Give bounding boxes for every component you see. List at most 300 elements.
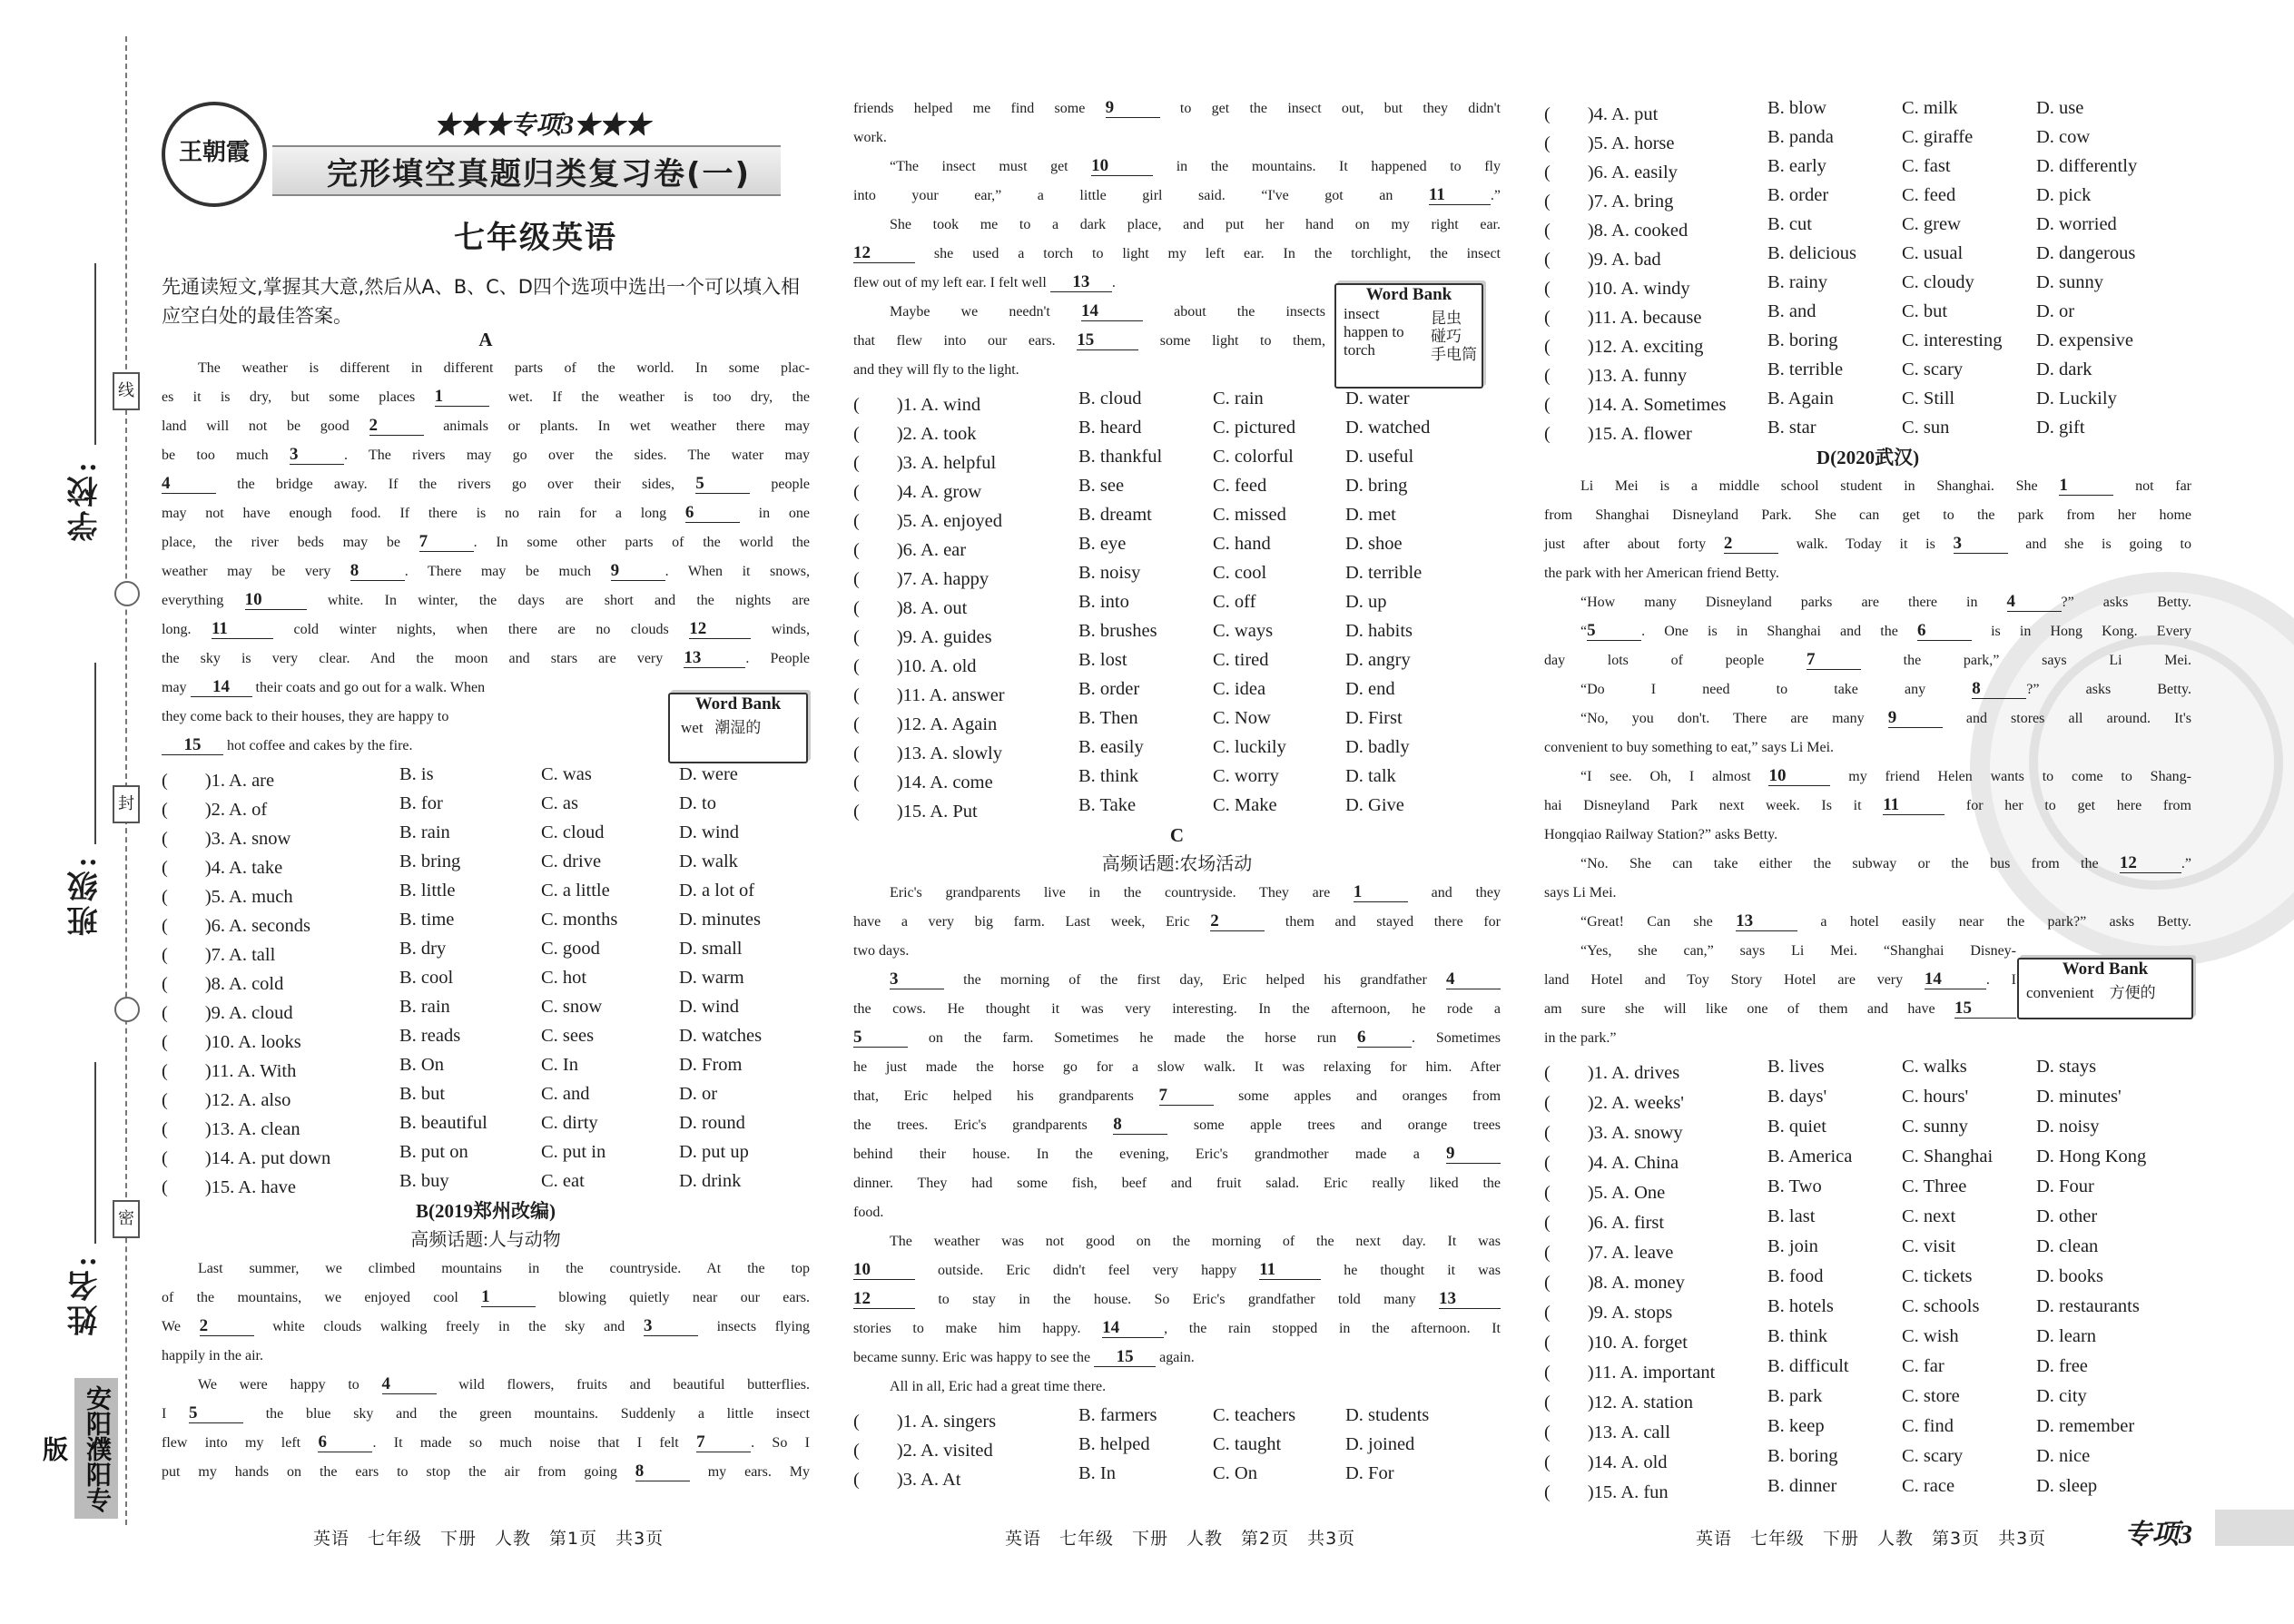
option-d[interactable]: D. small (679, 939, 743, 959)
option-c[interactable]: C. store (1902, 1386, 1960, 1406)
blank-10[interactable]: 10 (1768, 767, 1830, 786)
option-d[interactable]: D. From (679, 1055, 743, 1075)
option-c[interactable]: C. sunny (1902, 1117, 1968, 1137)
option-d[interactable]: D. talk (1345, 766, 1396, 786)
blank-7[interactable]: 7 (1159, 1087, 1214, 1106)
option-c[interactable]: C. but (1902, 301, 1948, 321)
option-d[interactable]: D. sunny (2036, 272, 2104, 292)
answer-bracket-option-a[interactable]: ( )2. A. visited (853, 1441, 993, 1461)
option-c[interactable]: C. hours' (1902, 1087, 1969, 1107)
option-d[interactable]: D. wind (679, 822, 740, 842)
option-b[interactable]: B. boring (1767, 1446, 1838, 1466)
blank-14[interactable]: 14 (1081, 302, 1143, 321)
option-d[interactable]: D. minutes (679, 910, 761, 930)
answer-bracket-option-a[interactable]: ( )14. A. put down (162, 1148, 331, 1168)
option-d[interactable]: D. students (1345, 1405, 1430, 1425)
option-d[interactable]: D. shoe (1345, 534, 1403, 554)
blank-12[interactable]: 12 (853, 1290, 915, 1309)
blank-1[interactable]: 1 (481, 1288, 536, 1307)
option-d[interactable]: D. books (2036, 1266, 2104, 1286)
option-b[interactable]: B. farmers (1078, 1405, 1157, 1425)
answer-bracket-option-a[interactable]: ( )7. A. happy (853, 569, 989, 589)
blank-13[interactable]: 13 (1050, 273, 1112, 292)
option-b[interactable]: B. brushes (1078, 621, 1157, 641)
answer-bracket-option-a[interactable]: ( )2. A. weeks' (1544, 1093, 1685, 1113)
option-d[interactable]: D. gift (2036, 418, 2085, 438)
answer-bracket-option-a[interactable]: ( )5. A. One (1544, 1183, 1666, 1203)
option-c[interactable]: C. milk (1902, 98, 1958, 118)
option-b[interactable]: B. eye (1078, 534, 1127, 554)
blank-10[interactable]: 10 (245, 591, 307, 610)
answer-bracket-option-a[interactable]: ( )1. A. are (162, 771, 275, 791)
option-d[interactable]: D. put up (679, 1142, 749, 1162)
option-d[interactable]: D. warm (679, 968, 744, 988)
option-c[interactable]: C. visit (1902, 1236, 1956, 1256)
answer-bracket-option-a[interactable]: ( )2. A. took (853, 424, 977, 444)
answer-bracket-option-a[interactable]: ( )10. A. forget (1544, 1333, 1688, 1353)
blank-5[interactable]: 5 (1587, 622, 1641, 641)
option-c[interactable]: C. luckily (1213, 737, 1286, 757)
option-c[interactable]: C. On (1213, 1463, 1257, 1483)
option-d[interactable]: D. free (2036, 1356, 2088, 1376)
option-c[interactable]: C. snow (541, 997, 603, 1017)
option-c[interactable]: C. Now (1213, 708, 1271, 728)
option-c[interactable]: C. ways (1213, 621, 1274, 641)
option-d[interactable]: D. Luckily (2036, 389, 2117, 408)
blank-11[interactable]: 11 (212, 620, 273, 639)
blank-9[interactable]: 9 (611, 562, 665, 581)
blank-5[interactable]: 5 (189, 1404, 243, 1423)
option-c[interactable]: C. pictured (1213, 418, 1296, 438)
option-b[interactable]: B. order (1078, 679, 1140, 699)
blank-9[interactable]: 9 (1106, 99, 1160, 118)
option-c[interactable]: C. rain (1213, 389, 1264, 408)
answer-bracket-option-a[interactable]: ( )11. A. answer (853, 685, 1005, 705)
blank-13[interactable]: 13 (1439, 1290, 1501, 1309)
option-d[interactable]: D. stays (2036, 1057, 2097, 1077)
option-b[interactable]: B. blow (1767, 98, 1826, 118)
answer-bracket-option-a[interactable]: ( )3. A. At (853, 1470, 961, 1490)
blank-15[interactable]: 15 (1094, 1348, 1156, 1367)
blank-9[interactable]: 9 (1888, 709, 1943, 728)
option-b[interactable]: B. quiet (1767, 1117, 1826, 1137)
option-c[interactable]: C. was (541, 764, 592, 784)
option-d[interactable]: D. wind (679, 997, 740, 1017)
answer-bracket-option-a[interactable]: ( )4. A. grow (853, 482, 982, 502)
option-c[interactable]: C. far (1902, 1356, 1944, 1376)
option-b[interactable]: B. On (399, 1055, 444, 1075)
option-c[interactable]: C. grew (1902, 214, 1961, 234)
option-c[interactable]: C. put in (541, 1142, 606, 1162)
blank-8[interactable]: 8 (1972, 680, 2026, 699)
option-b[interactable]: B. Take (1078, 795, 1137, 815)
blank-6[interactable]: 6 (318, 1433, 372, 1452)
option-d[interactable]: D. up (1345, 592, 1387, 612)
answer-bracket-option-a[interactable]: ( )12. A. exciting (1544, 337, 1704, 357)
option-b[interactable]: B. dry (399, 939, 447, 959)
blank-1[interactable]: 1 (1354, 883, 1408, 902)
option-d[interactable]: D. expensive (2036, 330, 2134, 350)
option-d[interactable]: D. Four (2036, 1176, 2094, 1196)
option-c[interactable]: C. taught (1213, 1434, 1282, 1454)
blank-10[interactable]: 10 (853, 1261, 915, 1280)
option-b[interactable]: B. dinner (1767, 1476, 1837, 1496)
option-c[interactable]: C. next (1902, 1206, 1956, 1226)
option-c[interactable]: C. wish (1902, 1326, 1959, 1346)
option-b[interactable]: B. bring (399, 851, 461, 871)
blank-14[interactable]: 14 (191, 678, 252, 697)
option-c[interactable]: C. Shanghai (1902, 1147, 1994, 1166)
answer-bracket-option-a[interactable]: ( )8. A. out (853, 598, 968, 618)
option-b[interactable]: B. rainy (1767, 272, 1828, 292)
option-b[interactable]: B. see (1078, 476, 1125, 496)
blank-7[interactable]: 7 (419, 533, 474, 552)
answer-bracket-option-a[interactable]: ( )1. A. drives (1544, 1063, 1680, 1083)
answer-bracket-option-a[interactable]: ( )6. A. ear (853, 540, 967, 560)
answer-bracket-option-a[interactable]: ( )7. A. bring (1544, 192, 1674, 212)
option-b[interactable]: B. think (1767, 1326, 1828, 1346)
option-b[interactable]: B. early (1767, 156, 1826, 176)
option-b[interactable]: B. cool (399, 968, 454, 988)
blank-12[interactable]: 12 (853, 244, 915, 263)
option-d[interactable]: D. clean (2036, 1236, 2099, 1256)
option-c[interactable]: C. missed (1213, 505, 1286, 525)
option-d[interactable]: D. bring (1345, 476, 1408, 496)
option-c[interactable]: C. idea (1213, 679, 1266, 699)
answer-bracket-option-a[interactable]: ( )1. A. singers (853, 1412, 997, 1432)
option-c[interactable]: C. In (541, 1055, 578, 1075)
option-d[interactable]: D. city (2036, 1386, 2087, 1406)
blank-3[interactable]: 3 (890, 970, 944, 989)
option-b[interactable]: B. food (1767, 1266, 1824, 1286)
answer-bracket-option-a[interactable]: ( )8. A. cold (162, 974, 284, 994)
option-b[interactable]: B. hotels (1767, 1296, 1834, 1316)
option-b[interactable]: B. Again (1767, 389, 1834, 408)
option-b[interactable]: B. star (1767, 418, 1816, 438)
answer-bracket-option-a[interactable]: ( )6. A. first (1544, 1213, 1665, 1233)
option-d[interactable]: D. pick (2036, 185, 2092, 205)
option-b[interactable]: B. is (399, 764, 434, 784)
option-d[interactable]: D. or (679, 1084, 718, 1104)
answer-bracket-option-a[interactable]: ( )3. A. helpful (853, 453, 997, 473)
option-c[interactable]: C. schools (1902, 1296, 1980, 1316)
option-b[interactable]: B. Then (1078, 708, 1138, 728)
answer-bracket-option-a[interactable]: ( )5. A. much (162, 887, 293, 907)
blank-2[interactable]: 2 (1724, 535, 1778, 554)
option-d[interactable]: D. learn (2036, 1326, 2097, 1346)
option-c[interactable]: C. fast (1902, 156, 1951, 176)
answer-bracket-option-a[interactable]: ( )7. A. leave (1544, 1243, 1674, 1263)
answer-bracket-option-a[interactable]: ( )3. A. snow (162, 829, 291, 849)
answer-bracket-option-a[interactable]: ( )8. A. money (1544, 1273, 1685, 1293)
option-d[interactable]: D. noisy (2036, 1117, 2100, 1137)
answer-bracket-option-a[interactable]: ( )11. A. because (1544, 308, 1702, 328)
option-b[interactable]: B. terrible (1767, 359, 1844, 379)
blank-15[interactable]: 15 (1954, 999, 2016, 1019)
option-b[interactable]: B. think (1078, 766, 1139, 786)
option-b[interactable]: B. beautiful (399, 1113, 487, 1133)
blank-2[interactable]: 2 (200, 1317, 254, 1336)
option-b[interactable]: B. lost (1078, 650, 1127, 670)
blank-9[interactable]: 9 (1446, 1145, 1501, 1164)
option-d[interactable]: D. Hong Kong (2036, 1147, 2147, 1166)
option-c[interactable]: C. sun (1902, 418, 1950, 438)
option-b[interactable]: B. panda (1767, 127, 1834, 147)
option-c[interactable]: C. Three (1902, 1176, 1967, 1196)
option-b[interactable]: B. days' (1767, 1087, 1827, 1107)
answer-bracket-option-a[interactable]: ( )15. A. flower (1544, 424, 1692, 444)
blank-6[interactable]: 6 (685, 504, 740, 523)
option-b[interactable]: B. cloud (1078, 389, 1142, 408)
option-d[interactable]: D. a lot of (679, 881, 755, 901)
blank-15[interactable]: 15 (1077, 331, 1138, 350)
option-c[interactable]: C. cool (1213, 563, 1267, 583)
option-d[interactable]: D. watched (1345, 418, 1431, 438)
option-c[interactable]: C. teachers (1213, 1405, 1296, 1425)
option-d[interactable]: D. dark (2036, 359, 2092, 379)
blank-3[interactable]: 3 (1954, 535, 2008, 554)
option-b[interactable]: B. heard (1078, 418, 1142, 438)
option-d[interactable]: D. habits (1345, 621, 1413, 641)
blank-8[interactable]: 8 (1113, 1116, 1167, 1135)
option-b[interactable]: B. thankful (1078, 447, 1163, 467)
answer-bracket-option-a[interactable]: ( )13. A. slowly (853, 743, 1002, 763)
option-c[interactable]: C. and (541, 1084, 590, 1104)
answer-bracket-option-a[interactable]: ( )4. A. put (1544, 104, 1659, 124)
option-d[interactable]: D. other (2036, 1206, 2098, 1226)
blank-12[interactable]: 12 (2120, 854, 2181, 873)
option-b[interactable]: B. into (1078, 592, 1129, 612)
blank-4[interactable]: 4 (382, 1375, 437, 1394)
answer-bracket-option-a[interactable]: ( )15. A. have (162, 1177, 297, 1197)
option-c[interactable]: C. Still (1902, 389, 1955, 408)
answer-bracket-option-a[interactable]: ( )15. A. fun (1544, 1482, 1669, 1502)
blank-5[interactable]: 5 (695, 475, 750, 494)
blank-8[interactable]: 8 (350, 562, 405, 581)
option-d[interactable]: D. For (1345, 1463, 1394, 1483)
answer-bracket-option-a[interactable]: ( )4. A. take (162, 858, 283, 878)
option-c[interactable]: C. worry (1213, 766, 1279, 786)
blank-13[interactable]: 13 (684, 649, 745, 668)
option-c[interactable]: C. hand (1213, 534, 1271, 554)
option-d[interactable]: D. Give (1345, 795, 1404, 815)
answer-bracket-option-a[interactable]: ( )12. A. station (1544, 1393, 1693, 1412)
option-c[interactable]: C. a little (541, 881, 610, 901)
answer-bracket-option-a[interactable]: ( )13. A. funny (1544, 366, 1688, 386)
answer-bracket-option-a[interactable]: ( )13. A. clean (162, 1119, 300, 1139)
answer-bracket-option-a[interactable]: ( )5. A. enjoyed (853, 511, 1002, 531)
answer-bracket-option-a[interactable]: ( )1. A. wind (853, 395, 981, 415)
answer-bracket-option-a[interactable]: ( )10. A. old (853, 656, 977, 676)
option-c[interactable]: C. hot (541, 968, 587, 988)
option-d[interactable]: D. walk (679, 851, 738, 871)
answer-bracket-option-a[interactable]: ( )14. A. Sometimes (1544, 395, 1727, 415)
answer-bracket-option-a[interactable]: ( )14. A. old (1544, 1452, 1668, 1472)
answer-bracket-option-a[interactable]: ( )9. A. guides (853, 627, 992, 647)
option-d[interactable]: D. minutes' (2036, 1087, 2122, 1107)
option-c[interactable]: C. scary (1902, 1446, 1964, 1466)
option-c[interactable]: C. tired (1213, 650, 1269, 670)
blank-6[interactable]: 6 (1917, 622, 1972, 641)
blank-7[interactable]: 7 (1807, 651, 1861, 670)
option-d[interactable]: D. water (1345, 389, 1410, 408)
option-c[interactable]: C. find (1902, 1416, 1954, 1436)
answer-bracket-option-a[interactable]: ( )5. A. horse (1544, 133, 1675, 153)
blank-1[interactable]: 1 (435, 388, 489, 407)
option-d[interactable]: D. to (679, 793, 716, 813)
blank-5[interactable]: 5 (853, 1029, 908, 1048)
option-c[interactable]: C. sees (541, 1026, 595, 1046)
option-d[interactable]: D. watches (679, 1026, 763, 1046)
option-b[interactable]: B. boring (1767, 330, 1838, 350)
option-d[interactable]: D. or (2036, 301, 2075, 321)
answer-bracket-option-a[interactable]: ( )11. A. With (162, 1061, 297, 1081)
option-b[interactable]: B. last (1767, 1206, 1816, 1226)
blank-13[interactable]: 13 (1736, 912, 1797, 931)
option-b[interactable]: B. cut (1767, 214, 1812, 234)
answer-bracket-option-a[interactable]: ( )9. A. stops (1544, 1303, 1673, 1323)
option-b[interactable]: B. time (399, 910, 455, 930)
answer-bracket-option-a[interactable]: ( )8. A. cooked (1544, 221, 1689, 241)
option-d[interactable]: D. terrible (1345, 563, 1423, 583)
option-b[interactable]: B. noisy (1078, 563, 1141, 583)
answer-bracket-option-a[interactable]: ( )3. A. snowy (1544, 1123, 1683, 1143)
option-d[interactable]: D. useful (1345, 447, 1414, 467)
option-c[interactable]: C. scary (1902, 359, 1964, 379)
answer-bracket-option-a[interactable]: ( )4. A. China (1544, 1153, 1679, 1173)
blank-11[interactable]: 11 (1883, 796, 1944, 815)
blank-14[interactable]: 14 (1925, 970, 1986, 989)
option-c[interactable]: C. feed (1902, 185, 1956, 205)
option-d[interactable]: D. end (1345, 679, 1395, 699)
option-b[interactable]: B. buy (399, 1171, 449, 1191)
option-c[interactable]: C. as (541, 793, 578, 813)
option-d[interactable]: D. differently (2036, 156, 2138, 176)
option-c[interactable]: C. cloud (541, 822, 605, 842)
answer-bracket-option-a[interactable]: ( )13. A. call (1544, 1422, 1670, 1442)
option-c[interactable]: C. cloudy (1902, 272, 1974, 292)
option-c[interactable]: C. eat (541, 1171, 585, 1191)
option-b[interactable]: B. America (1767, 1147, 1853, 1166)
option-b[interactable]: B. park (1767, 1386, 1823, 1406)
option-c[interactable]: C. walks (1902, 1057, 1967, 1077)
option-d[interactable]: D. sleep (2036, 1476, 2098, 1496)
answer-bracket-option-a[interactable]: ( )6. A. easily (1544, 162, 1678, 182)
option-b[interactable]: B. order (1767, 185, 1829, 205)
answer-bracket-option-a[interactable]: ( )10. A. windy (1544, 279, 1690, 299)
answer-bracket-option-a[interactable]: ( )10. A. looks (162, 1032, 301, 1052)
option-d[interactable]: D. were (679, 764, 738, 784)
option-d[interactable]: D. met (1345, 505, 1396, 525)
blank-2[interactable]: 2 (369, 417, 424, 436)
option-c[interactable]: C. tickets (1902, 1266, 1973, 1286)
option-c[interactable]: C. dirty (541, 1113, 598, 1133)
blank-11[interactable]: 11 (1429, 186, 1491, 205)
option-b[interactable]: B. rain (399, 997, 450, 1017)
option-c[interactable]: C. good (541, 939, 600, 959)
answer-bracket-option-a[interactable]: ( )11. A. important (1544, 1363, 1716, 1383)
blank-8[interactable]: 8 (635, 1462, 690, 1481)
option-d[interactable]: D. nice (2036, 1446, 2091, 1466)
option-c[interactable]: C. colorful (1213, 447, 1294, 467)
answer-bracket-option-a[interactable]: ( )7. A. tall (162, 945, 276, 965)
blank-6[interactable]: 6 (1357, 1029, 1412, 1048)
option-c[interactable]: C. race (1902, 1476, 1955, 1496)
blank-4[interactable]: 4 (1446, 970, 1501, 989)
answer-bracket-option-a[interactable]: ( )6. A. seconds (162, 916, 310, 936)
option-b[interactable]: B. join (1767, 1236, 1818, 1256)
option-b[interactable]: B. but (399, 1084, 446, 1104)
blank-7[interactable]: 7 (696, 1433, 751, 1452)
blank-15[interactable]: 15 (162, 736, 223, 755)
option-c[interactable]: C. Make (1213, 795, 1277, 815)
option-d[interactable]: D. restaurants (2036, 1296, 2140, 1316)
answer-bracket-option-a[interactable]: ( )2. A. of (162, 800, 268, 820)
answer-bracket-option-a[interactable]: ( )12. A. also (162, 1090, 291, 1110)
answer-bracket-option-a[interactable]: ( )14. A. come (853, 773, 993, 792)
blank-10[interactable]: 10 (1091, 157, 1153, 176)
answer-bracket-option-a[interactable]: ( )9. A. bad (1544, 250, 1661, 270)
option-c[interactable]: C. interesting (1902, 330, 2003, 350)
option-d[interactable]: D. use (2036, 98, 2084, 118)
option-d[interactable]: D. cow (2036, 127, 2091, 147)
option-b[interactable]: B. keep (1767, 1416, 1825, 1436)
blank-4[interactable]: 4 (2007, 593, 2062, 612)
option-c[interactable]: C. drive (541, 851, 602, 871)
answer-bracket-option-a[interactable]: ( )15. A. Put (853, 802, 978, 822)
option-b[interactable]: B. delicious (1767, 243, 1856, 263)
option-b[interactable]: B. helped (1078, 1434, 1150, 1454)
option-d[interactable]: D. round (679, 1113, 745, 1133)
option-c[interactable]: C. feed (1213, 476, 1267, 496)
option-d[interactable]: D. First (1345, 708, 1403, 728)
option-b[interactable]: B. difficult (1767, 1356, 1849, 1376)
option-b[interactable]: B. put on (399, 1142, 468, 1162)
option-b[interactable]: B. In (1078, 1463, 1116, 1483)
blank-12[interactable]: 12 (689, 620, 751, 639)
blank-4[interactable]: 4 (162, 475, 216, 494)
option-c[interactable]: C. usual (1902, 243, 1964, 263)
blank-3[interactable]: 3 (290, 446, 344, 465)
blank-2[interactable]: 2 (1210, 912, 1265, 931)
option-d[interactable]: D. angry (1345, 650, 1411, 670)
blank-14[interactable]: 14 (1102, 1319, 1164, 1338)
answer-bracket-option-a[interactable]: ( )12. A. Again (853, 714, 998, 734)
option-c[interactable]: C. off (1213, 592, 1256, 612)
option-b[interactable]: B. lives (1767, 1057, 1825, 1077)
blank-11[interactable]: 11 (1259, 1261, 1321, 1280)
option-d[interactable]: D. remember (2036, 1416, 2135, 1436)
option-d[interactable]: D. worried (2036, 214, 2117, 234)
option-b[interactable]: B. rain (399, 822, 450, 842)
blank-3[interactable]: 3 (644, 1317, 698, 1336)
option-b[interactable]: B. easily (1078, 737, 1144, 757)
option-d[interactable]: D. dangerous (2036, 243, 2136, 263)
option-b[interactable]: B. reads (399, 1026, 461, 1046)
option-c[interactable]: C. months (541, 910, 618, 930)
option-b[interactable]: B. for (399, 793, 443, 813)
option-b[interactable]: B. Two (1767, 1176, 1822, 1196)
option-b[interactable]: B. and (1767, 301, 1816, 321)
option-c[interactable]: C. giraffe (1902, 127, 1974, 147)
option-b[interactable]: B. dreamt (1078, 505, 1152, 525)
answer-bracket-option-a[interactable]: ( )9. A. cloud (162, 1003, 293, 1023)
blank-1[interactable]: 1 (2059, 477, 2113, 496)
option-b[interactable]: B. little (399, 881, 456, 901)
option-d[interactable]: D. drink (679, 1171, 742, 1191)
option-d[interactable]: D. joined (1345, 1434, 1415, 1454)
option-d[interactable]: D. badly (1345, 737, 1410, 757)
